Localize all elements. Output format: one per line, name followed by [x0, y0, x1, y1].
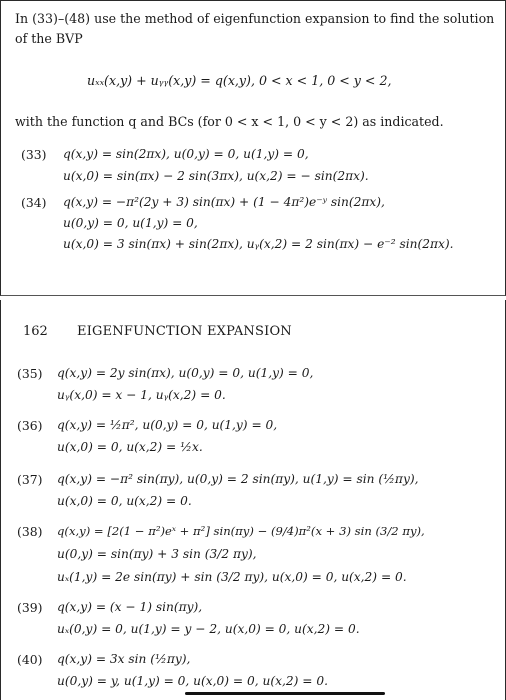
problem-40-line-2: u(0,y) = y, u(1,y) = 0, u(x,0) = 0, u(x,2) = 0. [57, 674, 328, 688]
problem-33-line-1: q(x,y) = sin(2πx), u(0,y) = 0, u(1,y) = 0, [63, 147, 309, 161]
intro-line-2: of the BVP [15, 31, 83, 46]
intro-line-3: with the function q and BCs (for 0 < x < 1, 0 < y < 2) as indicated. [15, 114, 444, 129]
problem-39-line-1: q(x,y) = (x − 1) sin(πy), [57, 600, 203, 614]
problem-36-line-2: u(x,0) = 0, u(x,2) = ½x. [57, 440, 203, 454]
problem-35-line-1: q(x,y) = 2y sin(πx), u(0,y) = 0, u(1,y) = 0, [57, 366, 314, 380]
problem-33-line-2: u(x,0) = sin(πx) − 2 sin(3πx), u(x,2) = − sin(2πx). [63, 169, 369, 183]
problem-34-line-3: u(x,0) = 3 sin(πx) + sin(2πx), uᵧ(x,2) = 2 sin(πx) − e⁻² sin(2πx). [63, 237, 454, 251]
problem-40-line-1: q(x,y) = 3x sin (½πy), [57, 652, 191, 666]
problem-37-label: (37) [17, 472, 43, 487]
problem-35-label: (35) [17, 366, 43, 381]
pde-equation: uₓₓ(x,y) + uᵧᵧ(x,y) = q(x,y), 0 < x < 1, 0 < y < 2, [87, 73, 392, 88]
problem-34-line-2: u(0,y) = 0, u(1,y) = 0, [63, 216, 198, 230]
problem-38-line-3: uₓ(1,y) = 2e sin(πy) + sin (3/2 πy), u(x,0) = 0, u(x,2) = 0. [57, 570, 407, 584]
problem-39-line-2: uₓ(0,y) = 0, u(1,y) = y − 2, u(x,0) = 0, u(x,2) = 0. [57, 622, 360, 636]
problem-33-label: (33) [21, 147, 47, 162]
problem-39-label: (39) [17, 600, 43, 615]
problem-35-line-2: uᵧ(x,0) = x − 1, uᵧ(x,2) = 0. [57, 388, 226, 402]
textbook-excerpt-bottom [0, 300, 506, 700]
intro-line-1: In (33)–(48) use the method of eigenfunction expansion to find the solution [15, 11, 495, 26]
problem-40-label: (40) [17, 652, 43, 667]
problem-37-line-2: u(x,0) = 0, u(x,2) = 0. [57, 494, 192, 508]
problem-36-label: (36) [17, 418, 43, 433]
underline-mark [185, 692, 385, 695]
running-header: EIGENFUNCTION EXPANSION [77, 324, 292, 339]
problem-38-label: (38) [17, 524, 43, 539]
textbook-excerpt-top [0, 0, 506, 296]
problem-38-line-2: u(0,y) = sin(πy) + 3 sin (3/2 πy), [57, 547, 257, 561]
problem-34-line-1: q(x,y) = −π²(2y + 3) sin(πx) + (1 − 4π²)e⁻ʸ sin(2πx), [63, 195, 385, 209]
problem-37-line-1: q(x,y) = −π² sin(πy), u(0,y) = 2 sin(πy), u(1,y) = sin (½πy), [57, 472, 419, 486]
page-number: 162 [23, 324, 48, 339]
problem-36-line-1: q(x,y) = ½π², u(0,y) = 0, u(1,y) = 0, [57, 418, 278, 432]
problem-38-line-1: q(x,y) = [2(1 − π²)eˣ + π²] sin(πy) − (9/4)π²(x + 3) sin (3/2 πy), [57, 524, 425, 538]
problem-34-label: (34) [21, 195, 47, 210]
